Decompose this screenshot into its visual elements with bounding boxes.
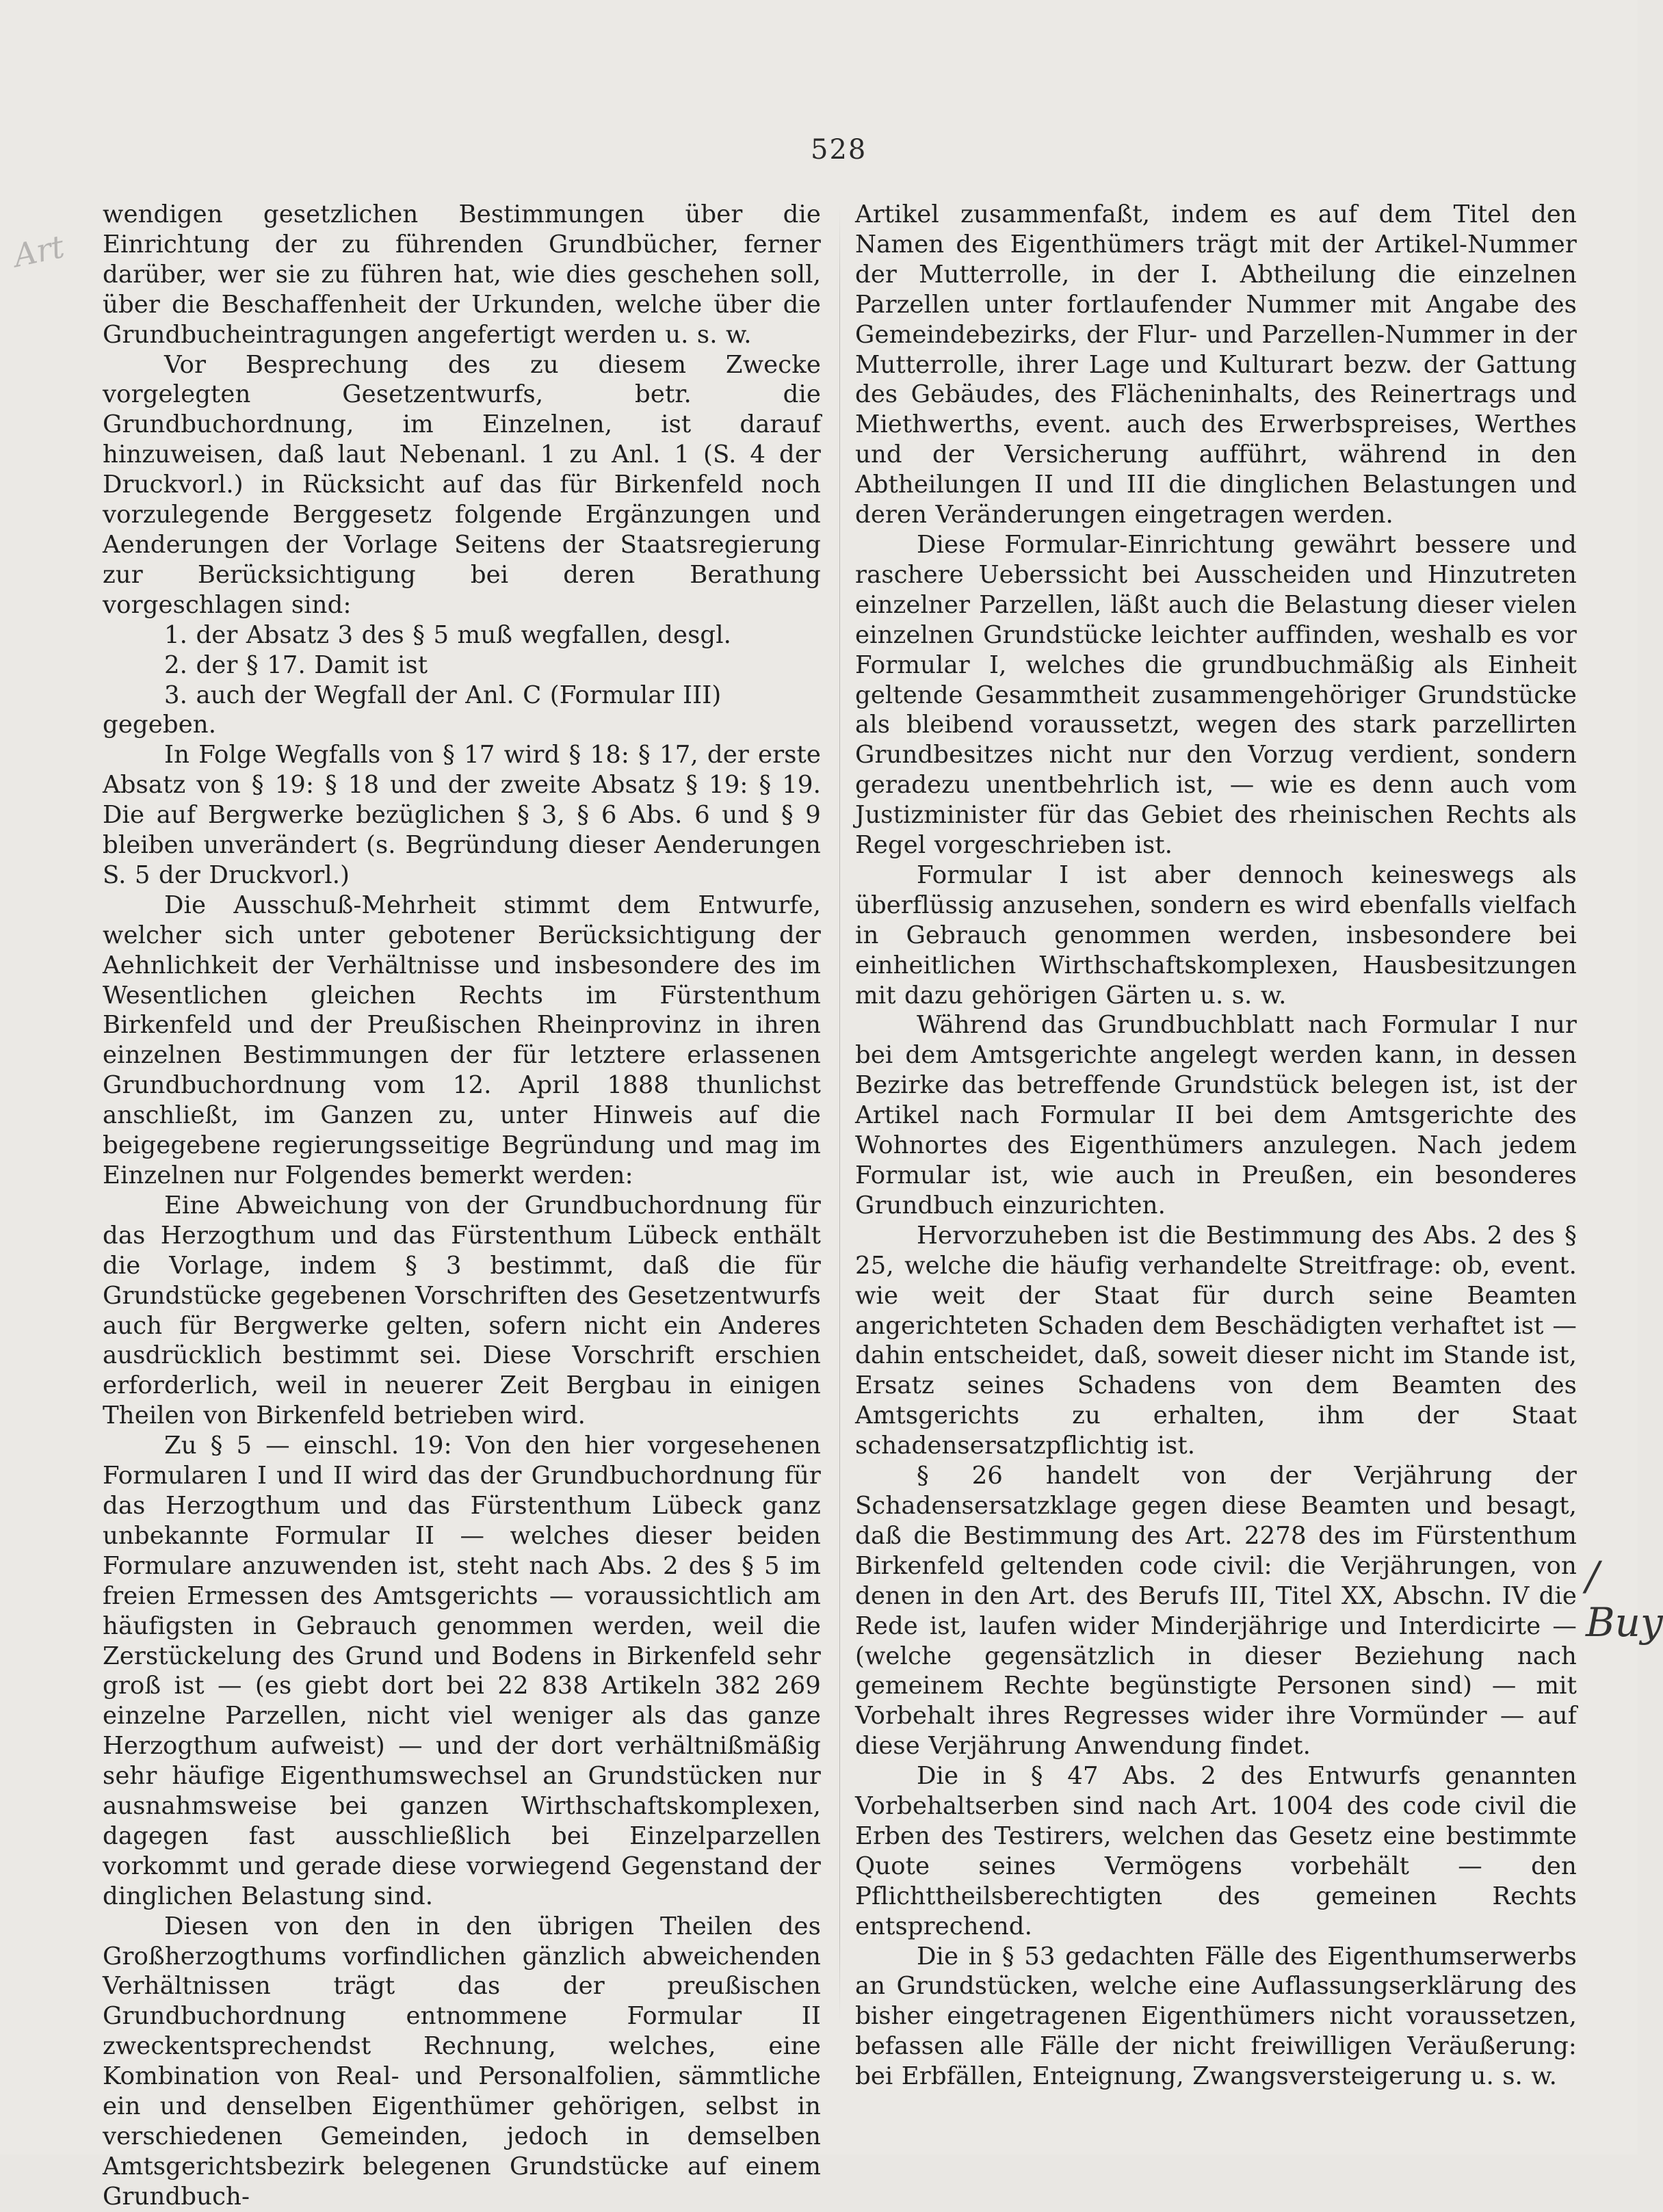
- margin-note-left: Art: [10, 227, 68, 275]
- margin-note-right: / Buy: [1586, 1553, 1663, 1646]
- left-column: [103, 200, 821, 2212]
- column-divider: [839, 205, 840, 2025]
- paragraph: wendigen gesetzlichen Bestimmungen über die Einrichtung der zu führenden Grundbücher, ferner darüber, wer sie zu führen hat, wie dies geschehen soll, über die Beschaffenheit der Urkunden, welche über die Grundbucheintragungen angefertigt werden u. s. w.: [103, 200, 821, 349]
- paragraph: Hervorzuheben ist die Bestimmung des Abs. 2 des § 25, welche die häufig verhandelte Streitfrage: ob, event. wie weit der Staat für durch seine Beamten angerichteten Schaden dem Beschädigten verhaftet ist — dahin entscheidet, daß, soweit dieser nicht im Stande ist, Ersatz seines Schadens von dem Beamten des Amtsgerichts zu erhalten, ihm der Staat schadensersatzpflichtig ist.: [855, 1221, 1577, 1460]
- paragraph: Eine Abweichung von der Grundbuchordnung für das Herzogthum und das Fürstenthum Lübeck enthält die Vorlage, indem § 3 bestimmt, daß die für Grundstücke gegebenen Vorschriften des Gesetzentwurfs auch für Bergwerke gelten, sofern nicht ein Anderes ausdrücklich bestimmt sei. Diese Vorschrift erschien erforderlich, weil in neuerer Zeit Bergbau in einigen Theilen von Birkenfeld betrieben wird.: [103, 1191, 821, 1430]
- page-number: 528: [811, 134, 867, 166]
- paragraph: § 26 handelt von der Verjährung der Schadensersatzklage gegen diese Beamten und besagt, daß die Bestimmung des Art. 2278 des im Fürstenthum Birkenfeld geltenden code civil: die Verjährungen, von denen in den Art. des Berufs III, Titel XX, Abschn. IV die Rede ist, laufen wider Minderjährige und Interdicirte — (welche gegensätzlich in dieser Beziehung nach gemeinem Rechte begünstigte Personen sind) — mit Vorbehalt ihres Regresses wider ihre Vormünder — auf diese Verjährung Anwendung findet.: [855, 1462, 1577, 1761]
- paragraph: Die Ausschuß-Mehrheit stimmt dem Entwurfe, welcher sich unter gebotener Berücksichtigung der Aehnlichkeit der Verhältnisse und insbesondere des im Wesentlichen gleichen Rechts im Fürstenthum Birkenfeld und der Preußischen Rheinprovinz in ihren einzelnen Bestimmungen der für letztere erlassenen Grundbuchordnung vom 12. April 1888 thunlichst anschließt, im Ganzen zu, unter Hinweis auf die beigegebene regierungsseitige Begründung und mag im Einzelnen nur Folgendes bemerkt werden:: [103, 891, 821, 1189]
- paragraph: Diesen von den in den übrigen Theilen des Großherzogthums vorfindlichen gänzlich abweichenden Verhältnissen trägt das der preußischen Grundbuchordnung entnommene Formular II zweckentsprechendst Rechnung, welches, eine Kombination von Real- und Personalfolien, sämmtliche ein und denselben Eigenthümer gehörigen, selbst in verschiedenen Gemeinden, jedoch in demselben Amtsgerichtsbezirk belegenen Grundstücke auf einem Grundbuch-: [103, 1912, 821, 2211]
- paragraph: Die in § 47 Abs. 2 des Entwurfs genannten Vorbehaltserben sind nach Art. 1004 des code civil die Erben des Testirers, welchen das Gesetz eine bestimmte Quote seines Vermögens vorbehält — den Pflichttheilsberechtigten des gemeinen Rechts entsprechend.: [855, 1762, 1577, 1940]
- paragraph: 1. der Absatz 3 des § 5 muß wegfallen, desgl.: [164, 620, 732, 649]
- paragraph: Artikel zusammenfaßt, indem es auf dem Titel den Namen des Eigenthümers trägt mit der Artikel-Nummer der Mutterrolle, in der I. Abtheilung die einzelnen Parzellen unter fortlaufender Nummer mit Angabe des Gemeindebezirks, der Flur- und Parzellen-Nummer in der Mutterrolle, ihrer Lage und Kulturart bezw. der Gattung des Gebäudes, des Flächeninhalts, des Reinertrags und Miethwerths, event. auch des Erwerbspreises, Werthes und der Versicherung aufführt, während in den Abtheilungen II und III die dinglichen Belastungen und deren Veränderungen eingetragen werden.: [855, 200, 1577, 529]
- right-column: [855, 200, 1577, 2092]
- paragraph: Vor Besprechung des zu diesem Zwecke vorgelegten Gesetzentwurfs, betr. die Grundbuchordnung, im Einzelnen, ist darauf hinzuweisen, daß laut Nebenanl. 1 zu Anl. 1 (S. 4 der Druckvorl.) in Rücksicht auf das für Birkenfeld noch vorzulegende Berggesetz folgende Ergänzungen und Aenderungen der Vorlage Seitens der Staatsregierung zur Berücksichtigung bei deren Berathung vorgeschlagen sind:: [103, 350, 821, 619]
- paragraph: Formular I ist aber dennoch keineswegs als überflüssig anzusehen, sondern es wird ebenfalls vielfach in Gebrauch genommen werden, insbesondere bei einheitlichen Wirthschaftskomplexen, Hausbesitzungen mit dazu gehörigen Gärten u. s. w.: [855, 860, 1577, 1010]
- paragraph: 2. der § 17. Damit ist: [164, 650, 428, 679]
- paragraph: In Folge Wegfalls von § 17 wird § 18: § 17, der erste Absatz von § 19: § 18 und der zweite Absatz § 19: § 19. Die auf Bergwerke bezüglichen § 3, § 6 Abs. 6 und § 9 bleiben unverändert (s. Begründung dieser Aenderungen S. 5 der Druckvorl.): [103, 741, 821, 889]
- paragraph: Diese Formular-Einrichtung gewährt bessere und raschere Ueberssicht bei Ausscheiden und Hinzutreten einzelner Parzellen, läßt auch die Belastung dieser vielen einzelnen Grundstücke leichter auffinden, weshalb es vor Formular I, welches die grundbuchmäßig als Einheit geltende Gesammtheit zusammengehöriger Grundstücke als bleibend voraussetzt, wegen des stark parzellirten Grundbesitzes nicht nur den Vorzug verdient, sondern geradezu unentbehrlich ist, — wie es denn auch vom Justizminister für das Gebiet des rheinischen Rechts als Regel vorgeschrieben ist.: [855, 530, 1577, 860]
- paragraph: Die in § 53 gedachten Fälle des Eigenthumserwerbs an Grundstücken, welche eine Auflassungserklärung des bisher eingetragenen Eigenthümers nicht voraussetzen, befassen alle Fälle der nicht freiwilligen Veräußerung: bei Erbfällen, Enteignung, Zwangsversteigerung u. s. w.: [855, 1942, 1577, 2091]
- paragraph: Zu § 5 — einschl. 19: Von den hier vorgesehenen Formularen I und II wird das der Grundbuchordnung für das Herzogthum und das Fürstenthum Lübeck ganz unbekannte Formular II — welches dieser beiden Formulare anzuwenden ist, steht nach Abs. 2 des § 5 im freien Ermessen des Amtsgerichts — voraussichtlich am häufigsten in Gebrauch genommen werden, weil die Zerstückelung des Grund und Bodens in Birkenfeld sehr groß ist — (es giebt dort bei 22 838 Artikeln 382 269 einzelne Parzellen, nicht viel weniger als das ganze Herzogthum aufweist) — und der dort verhältnißmäßig sehr häufige Eigenthumswechsel an Grundstücken nur ausnahmsweise bei ganzen Wirthschaftskomplexen, dagegen fast ausschließlich bei Einzelparzellen vorkommt und gerade diese vorwiegend Gegenstand der dinglichen Belastung sind.: [103, 1432, 821, 1910]
- paragraph: 3. auch der Wegfall der Anl. C (Formular III) gegeben.: [103, 681, 722, 739]
- paragraph: Während das Grundbuchblatt nach Formular I nur bei dem Amtsgerichte angelegt werden kann, in dessen Bezirke das betreffende Grundstück belegen ist, ist der Artikel nach Formular II bei dem Amtsgerichte des Wohnortes des Eigenthümers anzulegen. Nach jedem Formular ist, wie auch in Preußen, ein besonderes Grundbuch einzurichten.: [855, 1011, 1577, 1220]
